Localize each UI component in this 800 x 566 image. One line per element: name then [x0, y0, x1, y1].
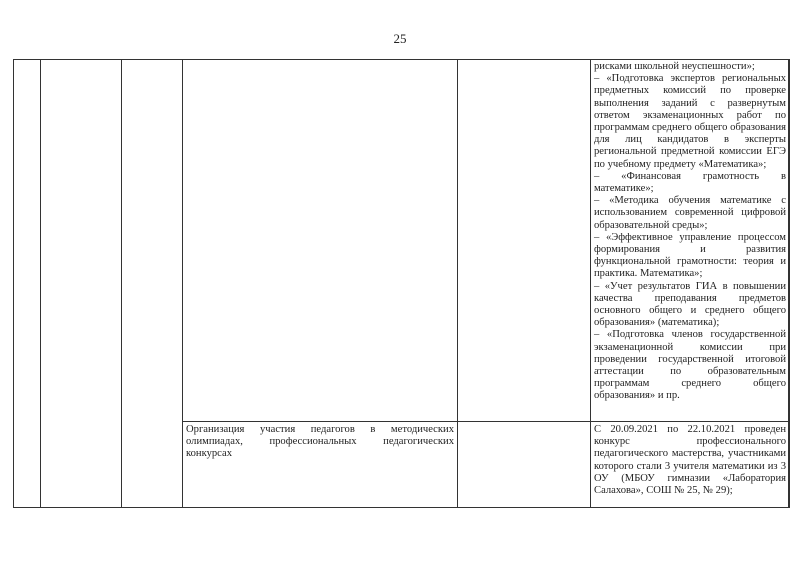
result-item: рисками школьной неуспешности»;	[594, 61, 755, 72]
activity-text: Организация участия педагогов в методических олимпиадах, профессиональных педагогических конкурсах	[186, 424, 454, 460]
column-divider	[40, 60, 41, 507]
document-table	[13, 59, 790, 508]
result-text: С 20.09.2021 по 22.10.2021 проведен конкурс профессионального педагогического мастерства, участниками которого стали 3 учителя математики из 3 ОУ (МБОУ гимназии «Лаборатория Салахова», СОШ № 25, № 29);	[594, 424, 786, 497]
page-number: 25	[393, 31, 407, 46]
column-divider	[121, 60, 122, 507]
result-item: – «Финансовая грамотность в математике»;	[594, 170, 786, 195]
row2-result-cell	[592, 424, 788, 497]
row1-result-cell	[592, 61, 788, 403]
row-divider	[182, 421, 788, 422]
result-item: – «Эффективное управление процессом формирования и развития функциональной грамотности: теория и практика. Математика»;	[594, 231, 786, 280]
result-item: – «Учет результатов ГИА в повышении качества преподавания предметов основного общего и среднего общего образования» (математика);	[594, 280, 786, 329]
result-item: – «Подготовка экспертов региональных предметных комиссий по проверке выполнения заданий с развернутым ответом экзаменационных работ по программам среднего общего образования для лиц кандидатов в эксперты региональной предметной комиссии ЕГЭ по учебному предмету «Математика»;	[594, 73, 786, 170]
column-divider	[590, 60, 591, 507]
row2-activity-cell	[184, 424, 456, 461]
result-item: – «Методика обучения математике с использованием современной цифровой образовательной среды»;	[594, 195, 786, 231]
column-divider	[457, 60, 458, 507]
result-item: – «Подготовка членов государственной экзаменационной комиссии при проведении государственной итоговой аттестации по образовательным программам среднего общего образования» и пр.	[594, 329, 786, 402]
column-divider	[182, 60, 183, 507]
